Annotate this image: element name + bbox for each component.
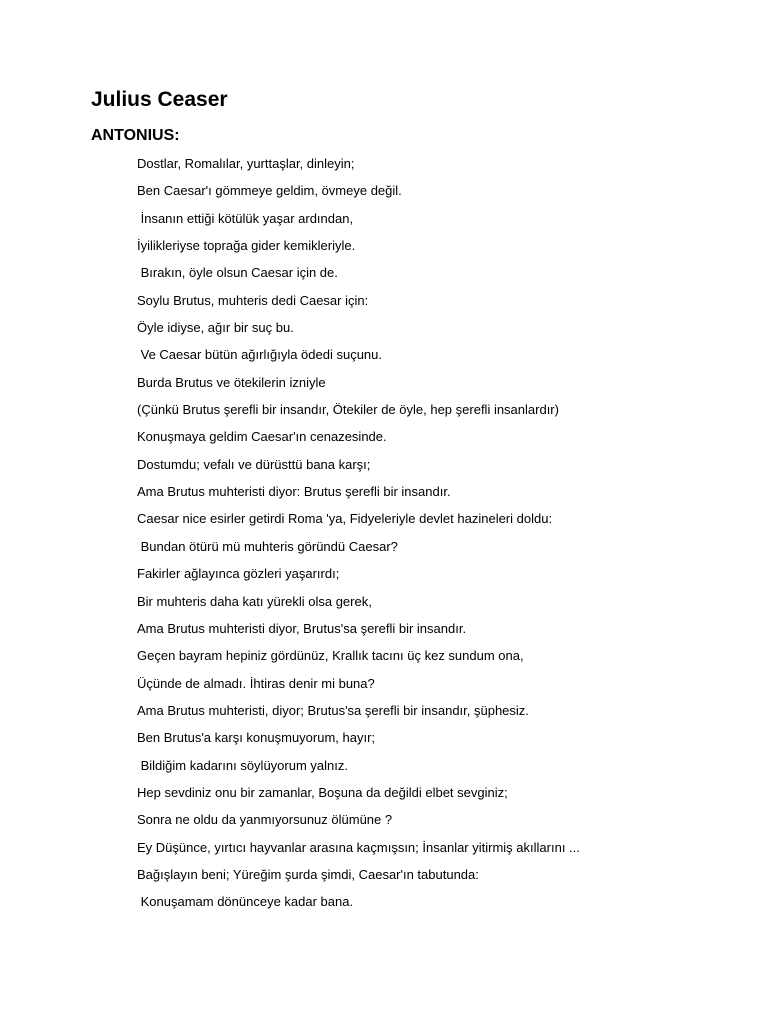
verse-line: Ey Düşünce, yırtıcı hayvanlar arasına kaçmışsın; İnsanlar yitirmiş akıllarını ... (137, 839, 580, 855)
verse-line: Hep sevdiniz onu bir zamanlar, Boşuna da değildi elbet sevginiz; (137, 784, 508, 800)
speech-verse (137, 154, 580, 920)
verse-line: Üçünde de almadı. İhtiras denir mi buna? (137, 675, 375, 691)
verse-line: Bağışlayın beni; Yüreğim şurda şimdi, Caesar'ın tabutunda: (137, 866, 479, 882)
verse-line: (Çünkü Brutus şerefli bir insandır, Ötekiler de öyle, hep şerefli insanlardır) (137, 402, 559, 418)
verse-line: Burda Brutus ve ötekilerin izniyle (137, 374, 326, 390)
verse-line: Sonra ne oldu da yanmıyorsunuz ölümüne ? (137, 812, 393, 828)
verse-line: Soylu Brutus, muhteris dedi Caesar için: (137, 292, 369, 308)
verse-line: Konuşamam dönünceye kadar bana. (137, 894, 354, 910)
verse-line: Konuşmaya geldim Caesar'ın cenazesinde. (137, 429, 387, 445)
verse-line: Ben Caesar'ı gömmeye geldim, övmeye değil. (137, 183, 402, 199)
verse-line: Fakirler ağlayınca gözleri yaşarırdı; (137, 566, 340, 582)
verse-line: İnsanın ettiği kötülük yaşar ardından, (137, 210, 354, 226)
verse-line: Bildiğim kadarını söylüyorum yalnız. (137, 757, 348, 773)
verse-line: Bırakın, öyle olsun Caesar için de. (137, 265, 338, 281)
verse-line: Ama Brutus muhteristi diyor, Brutus'sa şerefli bir insandır. (137, 620, 467, 636)
verse-line: Ve Caesar bütün ağırlığıyla ödedi suçunu. (137, 347, 382, 363)
verse-line: Bundan ötürü mü muhteris göründü Caesar? (137, 538, 398, 554)
speaker-name: ANTONIUS: (91, 127, 180, 144)
verse-line: Ama Brutus muhteristi, diyor; Brutus'sa şerefli bir insandır, şüphesiz. (137, 702, 529, 718)
verse-line: Ben Brutus'a karşı konuşmuyorum, hayır; (137, 730, 376, 746)
verse-line: Bir muhteris daha katı yürekli olsa gerek, (137, 593, 372, 609)
document-title: Julius Ceaser (91, 88, 228, 111)
verse-line: Öyle idiyse, ağır bir suç bu. (137, 320, 294, 336)
verse-line: Dostlar, Romalılar, yurttaşlar, dinleyin; (137, 156, 355, 171)
verse-line: Geçen bayram hepiniz gördünüz, Krallık tacını üç kez sundum ona, (137, 648, 524, 664)
verse-line: Dostumdu; vefalı ve dürüsttü bana karşı; (137, 456, 371, 472)
verse-line: Caesar nice esirler getirdi Roma 'ya, Fidyeleriyle devlet hazineleri doldu: (137, 511, 553, 527)
verse-line: İyilikleriyse toprağa gider kemikleriyle. (137, 238, 356, 254)
verse-line: Ama Brutus muhteristi diyor: Brutus şerefli bir insandır. (137, 484, 451, 500)
